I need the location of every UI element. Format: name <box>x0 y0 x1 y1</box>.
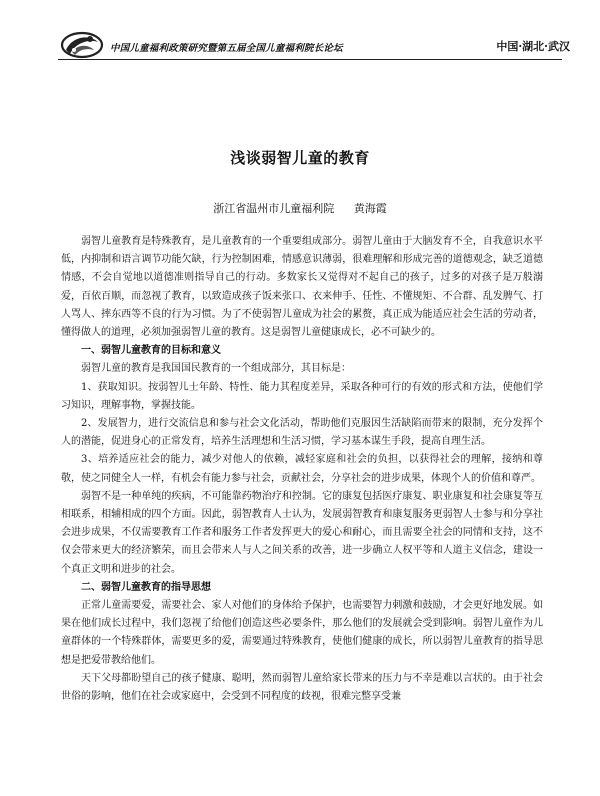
conference-title: 中国儿童福利政策研究暨第五届全国儿童福利院长论坛 <box>110 43 343 54</box>
guidance-paragraph: 正常儿童需要爱，需要社会、家人对他们的身体给予保护，也需要智力刺激和鼓励，才会更好地发展。如果在他们成长过程中，我们忽视了给他们创造这些必要条件，那么他们的发展就会受到影响。弱智儿童作为儿童群体的一个特殊群体，需要更多的爱，需要通过特殊教育，使他们健康的成长，所以弱智儿童教育的指导思想是把爱带教给他们。 <box>61 600 543 666</box>
author-line <box>0 200 600 216</box>
conference-location: 中国·湖北·武汉 <box>496 40 570 53</box>
section-heading-1: 一、弱智儿童教育的目标和意义 <box>81 345 221 357</box>
paper-title: 浅谈弱智儿童的教育 <box>230 149 370 167</box>
conference-logo-icon <box>60 30 104 60</box>
parents-paragraph: 天下父母都盼望自己的孩子健康、聪明，然而弱智儿童给家长带来的压力与不幸是难以言状的。由于社会世俗的影响，他们在社会或家庭中，会受到不同程度的歧视，很难完整享受兼 <box>61 672 543 703</box>
paper-body <box>61 233 543 706</box>
goal-item-1: 1、获取知识。按弱智儿士年龄、特性、能力其程度差异，采取各种可行的有效的形式和方法，使他们学习知识，理解事物，掌握技能。 <box>61 381 543 411</box>
author-affiliation: 浙江省温州市儿童福利院 <box>213 202 335 215</box>
author-name: 黄海霞 <box>353 202 387 215</box>
header-divider <box>58 59 562 60</box>
section1-intro: 弱智儿童的教育是我国国民教育的一个组成部分，其目标是： <box>81 363 351 375</box>
goal-item-2: 2、发展智力，进行交流信息和参与社会文化活动，帮助他们克服因生活缺陷而带来的限制，充分发挥个人的潜能，促进身心的正常发育，培养生活理想和生活习惯，学习基本谋生手段，提高自理生活。 <box>61 418 543 448</box>
section-heading-2: 二、弱智儿童教育的指导思想 <box>81 581 211 593</box>
rehab-paragraph: 弱智不是一种单纯的疾病，不可能靠药物治疗和控制。它的康复包括医疗康复、职业康复和社会康复等互相联系，相辅相成的四个方面。因此，弱智教育人士认为，发展弱智教育和康复服务更弱智人士参与和分享社会进步成果，不仅需要教育工作者和服务工作者发挥更大的爱心和耐心，而且需要全社会的同情和支持，这不仅会带来更大的经济繁荣，而且会带来人与人之间关系的改善，进一步确立人权平等和人道主义信念，建设一个真正文明和进步的社会。 <box>61 490 543 575</box>
page-header <box>48 22 570 62</box>
intro-paragraph: 弱智儿童教育是特殊教育，是儿童教育的一个重要组成部分。弱智儿童由于大脑发育不全，自我意识水平低，内抑制和语言调节功能欠缺，行为控制困难，情感意识薄弱，很难理解和形成完善的道德观念，缺乏道德情感，不会自觉地以道德准则指导自己的行动。多数家长又觉得对不起自己的孩子，过多的对孩子是万般溺爱，百依百顺，而忽视了教育，以致造成孩子饭来张口、衣来伸手、任性、不懂规矩、不合群、乱发脾气、打人骂人、摔东西等不良的行为习惯。为了不使弱智儿童成为社会的累赘，真正成为能适应社会生活的劳动者，懂得做人的道理，必须加强弱智儿童的教育。这是弱智儿童健康成长，必不可缺少的。 <box>61 236 543 339</box>
goal-item-3: 3、培养适应社会的能力，减少对他人的依赖，减轻家庭和社会的负担，以获得社会的理解，接纳和尊敬，使之同健全人一样，有机会有能力参与社会，贡献社会，分享社会的进步成果，体现个人的价值和尊严。 <box>61 454 543 484</box>
